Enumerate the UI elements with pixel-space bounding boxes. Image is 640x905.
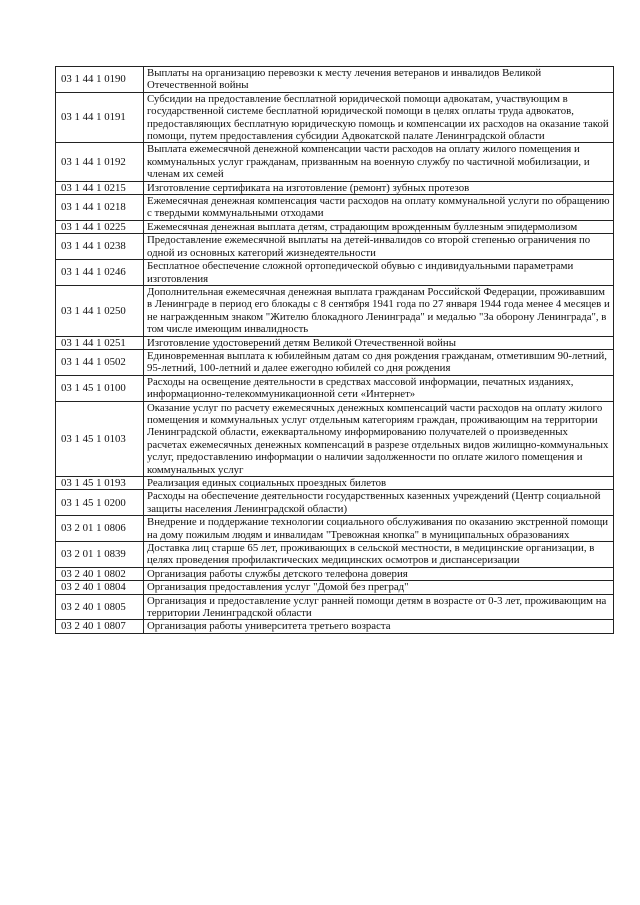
expense-description-cell: Расходы на освещение деятельности в средствах массовой информации, печатных изданиях, информационно-телекоммуникационной сети «Интернет»	[144, 375, 614, 401]
expense-description-cell: Дополнительная ежемесячная денежная выплата гражданам Российской Федерации, проживавшим в Ленинграде в период его блокады с 8 сентября 1941 года по 27 января 1944 года менее 4 месяцев и не награжденным знаком "Жителю блокадного Ленинграда" и медалью "За оборону Ленинграда", в том числе имеющим инвалидность	[144, 285, 614, 336]
budget-code-cell: 03 2 40 1 0802	[56, 567, 144, 580]
budget-code-cell: 03 1 44 1 0502	[56, 349, 144, 375]
budget-code-cell: 03 2 01 1 0806	[56, 516, 144, 542]
expense-description-cell: Доставка лиц старше 65 лет, проживающих в сельской местности, в медицинские организации, в целях проведения профилактических медицинских осмотров и диспансеризации	[144, 542, 614, 568]
expense-description-cell: Реализация единых социальных проездных билетов	[144, 477, 614, 490]
budget-code-cell: 03 1 45 1 0193	[56, 477, 144, 490]
table-row	[56, 490, 614, 516]
table-row	[56, 581, 614, 594]
budget-code-cell: 03 1 44 1 0191	[56, 92, 144, 143]
budget-code-cell: 03 2 40 1 0807	[56, 620, 144, 633]
budget-code-cell: 03 1 44 1 0250	[56, 285, 144, 336]
budget-code-cell: 03 1 44 1 0218	[56, 195, 144, 221]
expense-description-cell: Ежемесячная денежная выплата детям, страдающим врожденным буллезным эпидермолизом	[144, 220, 614, 233]
table-row	[56, 594, 614, 620]
table-row	[56, 234, 614, 260]
budget-code-cell: 03 2 01 1 0839	[56, 542, 144, 568]
expense-description-cell: Организация предоставления услуг "Домой без преград"	[144, 581, 614, 594]
table-row	[56, 181, 614, 194]
budget-codes-table-body	[56, 67, 614, 634]
budget-code-cell: 03 2 40 1 0804	[56, 581, 144, 594]
budget-code-cell: 03 1 44 1 0215	[56, 181, 144, 194]
expense-description-cell: Субсидии на предоставление бесплатной юридической помощи адвокатам, участвующим в государственной системе бесплатной юридической помощи в целях оплаты труда адвокатов, предоставляющих бесплатную юридическую помощь и компенсации их расходов на оказание такой помощи, путем предоставления субсидии Адвокатской палате Ленинградской области	[144, 92, 614, 143]
budget-code-cell: 03 1 45 1 0103	[56, 401, 144, 476]
table-row	[56, 195, 614, 221]
table-row	[56, 375, 614, 401]
table-row	[56, 516, 614, 542]
table-row	[56, 260, 614, 286]
table-row	[56, 401, 614, 476]
expense-description-cell: Изготовление сертификата на изготовление (ремонт) зубных протезов	[144, 181, 614, 194]
table-row	[56, 349, 614, 375]
table-row	[56, 220, 614, 233]
table-row	[56, 92, 614, 143]
budget-code-cell: 03 2 40 1 0805	[56, 594, 144, 620]
budget-code-cell: 03 1 44 1 0246	[56, 260, 144, 286]
expense-description-cell: Выплата ежемесячной денежной компенсации части расходов на оплату жилого помещения и коммунальных услуг гражданам, призванным на военную службу по частичной мобилизации, и членам их семей	[144, 143, 614, 181]
expense-description-cell: Расходы на обеспечение деятельности государственных казенных учреждений (Центр социальной защиты населения Ленинградской области)	[144, 490, 614, 516]
budget-code-cell: 03 1 44 1 0190	[56, 67, 144, 93]
table-row	[56, 336, 614, 349]
table-row	[56, 67, 614, 93]
expense-description-cell: Изготовление удостоверений детям Великой Отечественной войны	[144, 336, 614, 349]
expense-description-cell: Оказание услуг по расчету ежемесячных денежных компенсаций части расходов на оплату жилого помещения и коммунальных услуг отдельным категориям граждан, проживающим на территории Ленинградской области, ежеквартальному информированию получателей о произведенных расчетах ежемесячных денежных компенсаций в разрезе отдельных видов жилищно-коммунальных услуг, предоставлению информации о наличии задолженности по оплате жилого помещения и коммунальных услуг	[144, 401, 614, 476]
expense-description-cell: Выплаты на организацию перевозки к месту лечения ветеранов и инвалидов Великой Отечественной войны	[144, 67, 614, 93]
expense-description-cell: Предоставление ежемесячной выплаты на детей-инвалидов со второй степенью ограничения по одной из основных категорий жизнедеятельности	[144, 234, 614, 260]
table-row	[56, 477, 614, 490]
expense-description-cell: Организация и предоставление услуг ранней помощи детям в возрасте от 0-3 лет, проживающим на территории Ленинградской области	[144, 594, 614, 620]
table-row	[56, 620, 614, 633]
table-row	[56, 285, 614, 336]
budget-code-cell: 03 1 45 1 0200	[56, 490, 144, 516]
expense-description-cell: Бесплатное обеспечение сложной ортопедической обувью с индивидуальными параметрами изготовления	[144, 260, 614, 286]
expense-description-cell: Организация работы службы детского телефона доверия	[144, 567, 614, 580]
expense-description-cell: Внедрение и поддержание технологии социального обслуживания по оказанию экстренной помощи на дому пожилым людям и инвалидам "Тревожная кнопка" в муниципальных образованиях	[144, 516, 614, 542]
budget-code-cell: 03 1 44 1 0238	[56, 234, 144, 260]
table-row	[56, 143, 614, 181]
budget-code-cell: 03 1 44 1 0225	[56, 220, 144, 233]
table-row	[56, 542, 614, 568]
expense-description-cell: Единовременная выплата к юбилейным датам со дня рождения гражданам, отметившим 90-летний, 95-летний, 100-летний и далее ежегодно юбилей со дня рождения	[144, 349, 614, 375]
budget-code-cell: 03 1 44 1 0192	[56, 143, 144, 181]
budget-codes-table	[55, 66, 614, 634]
expense-description-cell: Организация работы университета третьего возраста	[144, 620, 614, 633]
budget-code-cell: 03 1 44 1 0251	[56, 336, 144, 349]
table-row	[56, 567, 614, 580]
budget-code-cell: 03 1 45 1 0100	[56, 375, 144, 401]
expense-description-cell: Ежемесячная денежная компенсация части расходов на оплату коммунальной услуги по обращению с твердыми коммунальными отходами	[144, 195, 614, 221]
